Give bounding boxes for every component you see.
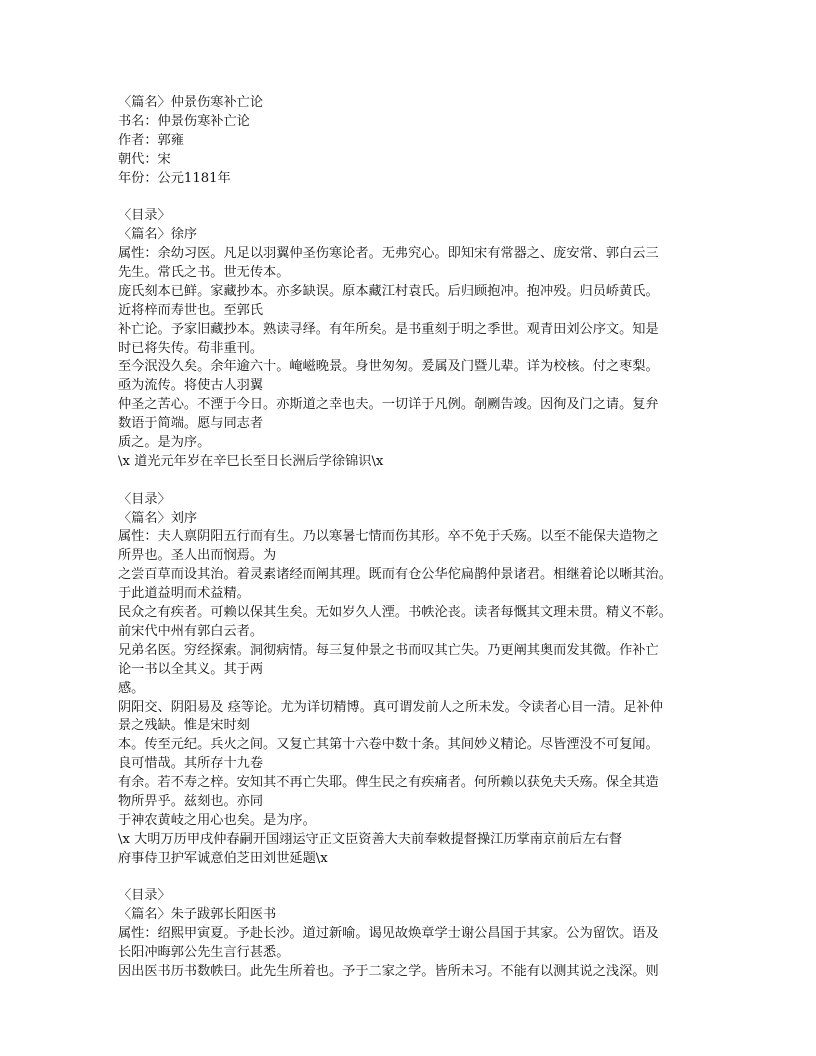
text-line: 之尝百草而设其治。着灵素诸经而阐其理。既而有仓公华佗扁鹊仲景诸君。相继着论以晰其治。: [118, 567, 672, 583]
text-line: 补亡论。予家旧藏抄本。熟读寻绎。有年所矣。是书重刻于明之季世。观青田刘公序文。知是: [118, 321, 659, 337]
section-title: 〈篇名〉刘序: [118, 510, 198, 526]
section: [118, 869, 708, 982]
text-line: 府事侍卫护军诚意伯芝田刘世延题\x: [118, 850, 328, 866]
text-line: 属性：绍熙甲寅夏。予赴长沙。道过新喻。谒见故焕章学士谢公昌国于其家。公为留饮。语及: [118, 926, 659, 942]
author: 作者：郭雍: [118, 132, 184, 148]
section-title: 〈篇名〉徐序: [118, 227, 198, 243]
section-gap: [118, 869, 708, 888]
text-line: 至今泯没久矣。余年逾六十。崦嵫晚景。身世匆匆。爰属及门暨儿辈。详为校核。付之枣梨。: [118, 359, 659, 375]
piece-title: 〈篇名〉仲景伤寒补亡论: [118, 95, 264, 110]
section-gap: [118, 188, 708, 207]
text-line: 所畀也。圣人出而悯焉。为: [118, 548, 277, 564]
text-line: \x 道光元年岁在辛巳长至日长洲后学徐锦识\x: [118, 453, 384, 469]
text-line: \x 大明万历甲戌仲春嗣开国翊运守正文臣资善大夫前奉敕提督操江历掌南京前后左右督: [118, 831, 623, 847]
text-line: 因出医书历书数帙曰。此先生所着也。予于二家之学。皆所未习。不能有以测其说之浅深。则: [118, 963, 659, 979]
dynasty: 朝代：宋: [118, 151, 171, 167]
text-line: 属性：夫人禀阴阳五行而有生。乃以寒暑七情而伤其形。卒不免于夭殇。以至不能保夫造物之: [118, 529, 659, 545]
text-line: 景之残缺。惟是宋时刻: [118, 718, 250, 734]
text-line: 兄弟名医。穷经探索。洞彻病情。每三复仲景之书而叹其亡失。乃更阐其奥而发其微。作补亡: [118, 642, 659, 658]
text-line: 属性：余幼习医。凡足以羽翼仲圣伤寒论者。无弗究心。即知宋有常器之、庞安常、郭白云三: [118, 246, 659, 262]
text-line: 质之。是为序。: [118, 435, 211, 451]
text-line: 仲圣之苦心。不湮于今日。亦斯道之幸也夫。一切详于凡例。剞劂告竣。因徇及门之请。复弁: [118, 397, 659, 413]
text-line: 于神农黄岐之用心也矣。是为序。: [118, 812, 316, 828]
section: [118, 188, 708, 471]
section-title: 〈篇名〉朱子跋郭长阳医书: [118, 907, 277, 923]
toc-label: 〈目录〉: [118, 491, 171, 507]
text-line: 本。传至元纪。兵火之间。又复亡其第十六卷中数十条。其间妙义精论。尽皆湮没不可复闻。: [118, 737, 659, 753]
text-line: 亟为流传。将使古人羽翼: [118, 378, 264, 394]
text-line: 近将梓而寿世也。至郭氏: [118, 302, 264, 318]
text-line: 于此道益明而术益精。: [118, 586, 250, 602]
text-line: 前宋代中州有郭白云者。: [118, 623, 264, 639]
text-line: 长阳冲晦郭公先生言行甚悉。: [118, 945, 290, 961]
text-line: 有余。若不寿之梓。安知其不再亡失耶。俾生民之有疾痛者。何所赖以获免夫夭殇。保全其造: [118, 775, 659, 791]
section-gap: [118, 472, 708, 491]
text-line: 感。: [118, 680, 145, 696]
book-name: 书名：仲景伤寒补亡论: [118, 113, 250, 129]
text-line: 物所畀乎。兹刻也。亦同: [118, 793, 264, 809]
text-line: 民众之有疾者。可赖以保其生矣。无如岁久人湮。书帙沦丧。读者每慨其文理未贯。精义不彰。: [118, 605, 672, 621]
section: [118, 472, 708, 869]
sections-container: [118, 188, 708, 981]
toc-label: 〈目录〉: [118, 888, 171, 904]
toc-label: 〈目录〉: [118, 208, 171, 224]
text-line: 阴阳交、阴阳易及 痉等论。尤为详切精博。真可谓发前人之所未发。令读者心目一清。足补仲: [118, 699, 663, 715]
text-line: 先生。常氏之书。世无传本。: [118, 265, 290, 281]
year: 年份：公元1181年: [118, 170, 231, 186]
text-line: 良可惜哉。其所存十九卷: [118, 756, 264, 772]
document-page: [118, 94, 708, 982]
text-line: 时已将失传。苟非重刊。: [118, 340, 264, 356]
text-line: 庞氏刻本已鲜。家藏抄本。亦多缺误。原本藏江村袁氏。后归顾抱冲。抱冲殁。归员峤黄氏。: [118, 283, 659, 299]
text-line: 数语于简端。愿与同志者: [118, 416, 264, 432]
text-line: 论一书以全其义。其于两: [118, 661, 264, 677]
